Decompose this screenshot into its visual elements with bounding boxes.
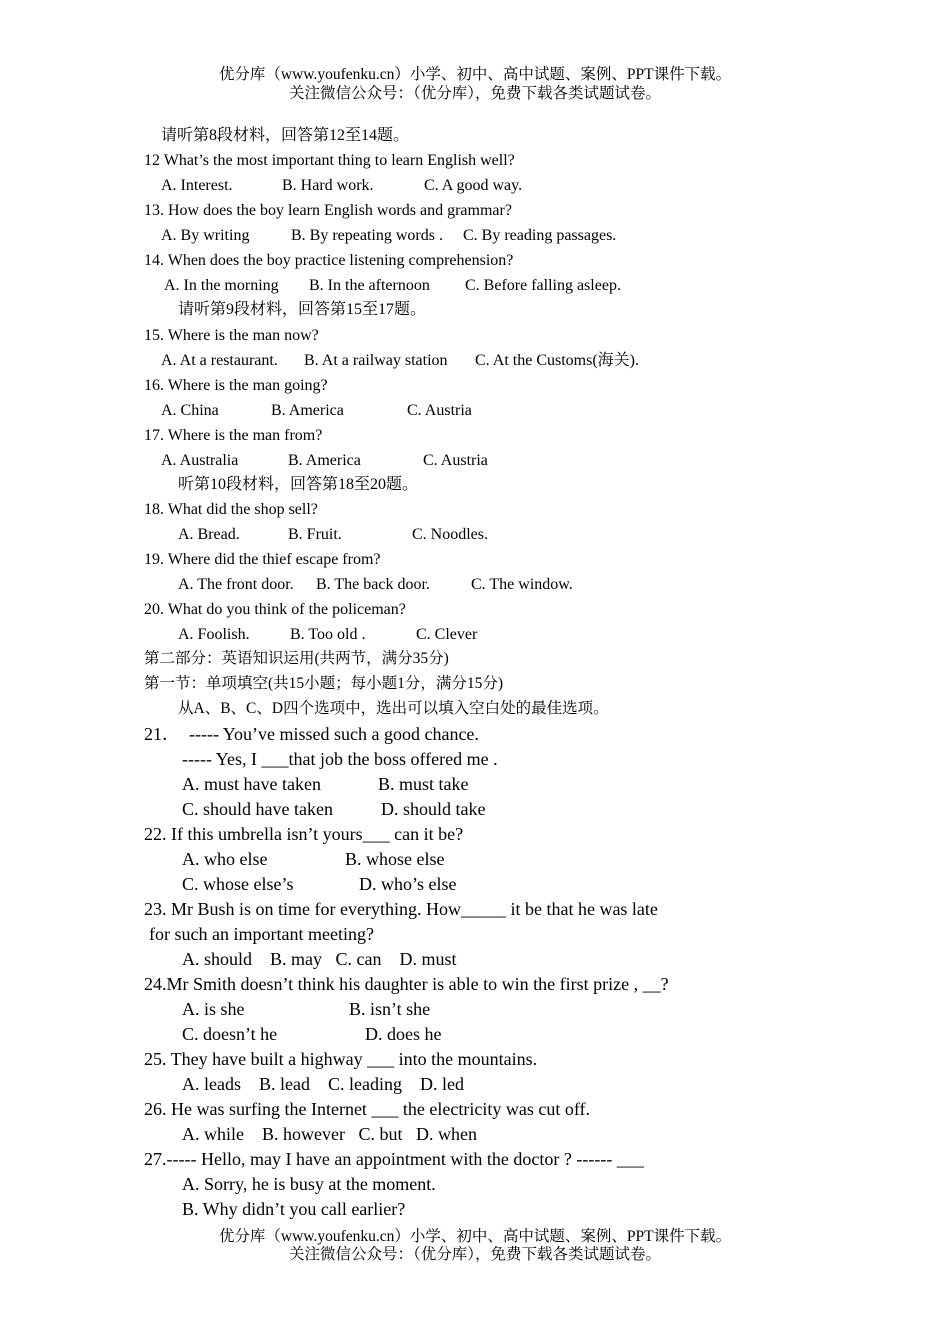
header-line-2: 关注微信公众号：（优分库），免费下载各类试题试卷。 (288, 85, 661, 102)
q24-option-c: C. doesn’t he (182, 1024, 278, 1044)
q14-stem: 14. When does the boy practice listening comprehension? (144, 252, 514, 269)
q15-option-a: A. At a restaurant. (161, 352, 278, 369)
q27-option-a: A. Sorry, he is busy at the moment. (182, 1174, 436, 1194)
q20-option-b: B. Too old . (290, 626, 366, 643)
q19-option-a: A. The front door. (178, 576, 294, 593)
q16-stem: 16. Where is the man going? (144, 377, 328, 394)
q12-option-a: A. Interest. (161, 177, 233, 194)
q21-line-2: ----- Yes, I ___that job the boss offered me . (182, 749, 498, 769)
q23-line-1: 23. Mr Bush is on time for everything. How_____ it be that he was late (144, 899, 658, 919)
section-8-instruction: 请听第8段材料，回答第12至14题。 (161, 127, 410, 144)
q25-options: A. leads B. lead C. leading D. led (182, 1074, 464, 1094)
q23-line-2: for such an important meeting? (149, 924, 374, 944)
q24-stem: 24.Mr Smith doesn’t think his daughter is able to win the first prize , __? (144, 974, 669, 994)
q13-option-b: B. By repeating words . (291, 227, 443, 244)
q12-option-b: B. Hard work. (282, 177, 374, 194)
q26-options: A. while B. however C. but D. when (182, 1124, 477, 1144)
q16-option-c: C. Austria (407, 402, 472, 419)
q13-option-a: A. By writing (161, 227, 250, 244)
q24-option-a: A. is she (182, 999, 245, 1019)
q22-stem: 22. If this umbrella isn’t yours___ can it be? (144, 824, 464, 844)
footer-line-1: 优分库（www.youfenku.cn）小学、初中、高中试题、案例、PPT课件下载。 (218, 1228, 732, 1245)
part-2-instruction: 从A、B、C、D四个选项中，选出可以填入空白处的最佳选项。 (178, 700, 609, 717)
q13-option-c: C. By reading passages. (463, 227, 617, 244)
q27-option-b: B. Why didn’t you call earlier? (182, 1199, 406, 1219)
q23-options: A. should B. may C. can D. must (182, 949, 457, 969)
q26-stem: 26. He was surfing the Internet ___ the electricity was cut off. (144, 1099, 591, 1119)
q24-option-d: D. does he (365, 1024, 442, 1044)
q17-option-c: C. Austria (423, 452, 488, 469)
q17-option-a: A. Australia (161, 452, 239, 469)
q18-option-b: B. Fruit. (288, 526, 342, 543)
q19-option-b: B. The back door. (316, 576, 430, 593)
q15-option-b: B. At a railway station (304, 352, 448, 369)
q22-option-d: D. who’s else (359, 874, 457, 894)
q21-line-1: 21． ----- You’ve missed such a good chance. (144, 724, 479, 744)
q13-stem: 13. How does the boy learn English words and grammar? (144, 202, 512, 219)
q18-option-c: C. Noodles. (412, 526, 488, 543)
q22-option-b: B. whose else (345, 849, 445, 869)
section-9-instruction: 请听第9段材料，回答第15至17题。 (178, 301, 427, 318)
q15-stem: 15. Where is the man now? (144, 327, 319, 344)
q21-option-c: C. should have taken (182, 799, 333, 819)
q20-option-a: A. Foolish. (178, 626, 250, 643)
q24-option-b: B. isn’t she (349, 999, 431, 1019)
q17-stem: 17. Where is the man from? (144, 427, 323, 444)
q20-option-c: C. Clever (416, 626, 478, 643)
footer-line-2: 关注微信公众号：（优分库），免费下载各类试题试卷。 (288, 1246, 661, 1263)
q22-option-c: C. whose else’s (182, 874, 294, 894)
section-10-instruction: 听第10段材料，回答第18至20题。 (178, 476, 419, 493)
part-2-section-1-title: 第一节：单项填空(共15小题；每小题1分，满分15分) (144, 675, 504, 692)
q19-stem: 19. Where did the thief escape from? (144, 551, 381, 568)
q15-option-c: C. At the Customs(海关). (475, 352, 640, 369)
q14-option-b: B. In the afternoon (309, 277, 430, 294)
q21-option-b: B. must take (378, 774, 469, 794)
q16-option-a: A. China (161, 402, 219, 419)
q17-option-b: B. America (288, 452, 361, 469)
q21-option-a: A. must have taken (182, 774, 321, 794)
q16-option-b: B. America (271, 402, 344, 419)
q14-option-a: A. In the morning (164, 277, 279, 294)
q22-option-a: A. who else (182, 849, 268, 869)
q19-option-c: C. The window. (471, 576, 573, 593)
q27-stem: 27.----- Hello, may I have an appointment with the doctor ? ------ ___ (144, 1149, 644, 1169)
q14-option-c: C. Before falling asleep. (465, 277, 621, 294)
q20-stem: 20. What do you think of the policeman? (144, 601, 406, 618)
q12-stem: 12 What’s the most important thing to learn English well? (144, 152, 515, 169)
q25-stem: 25. They have built a highway ___ into the mountains. (144, 1049, 538, 1069)
part-2-title: 第二部分：英语知识运用(共两节，满分35分) (144, 650, 449, 667)
q18-stem: 18. What did the shop sell? (144, 501, 318, 518)
q18-option-a: A. Bread. (178, 526, 240, 543)
q12-option-c: C. A good way. (424, 177, 523, 194)
q21-option-d: D. should take (381, 799, 486, 819)
header-line-1: 优分库（www.youfenku.cn）小学、初中、高中试题、案例、PPT课件下载。 (218, 66, 732, 83)
